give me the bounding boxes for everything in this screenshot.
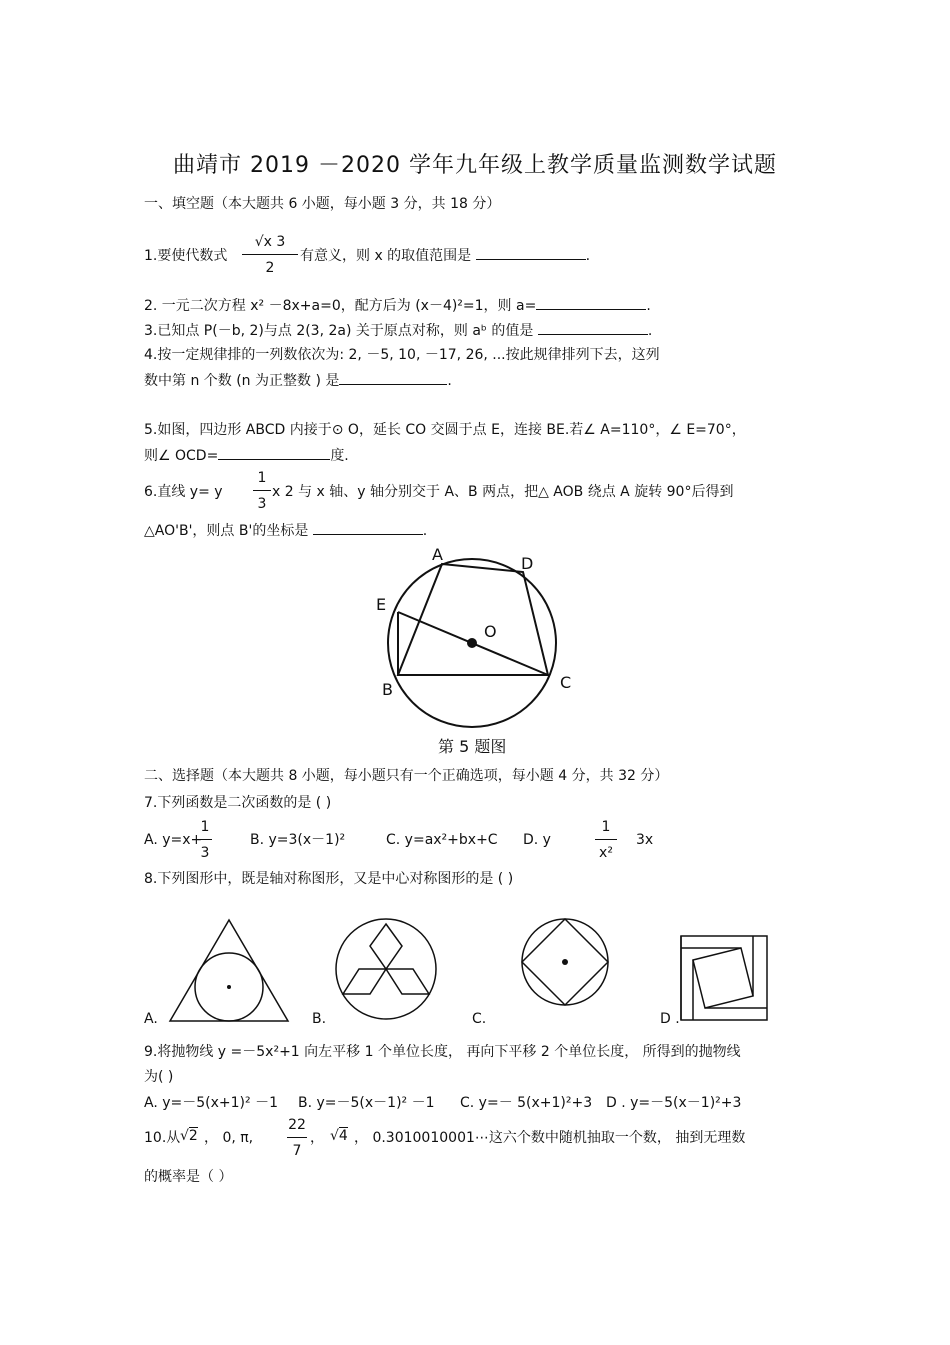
q2-answer-blank[interactable]: [536, 295, 646, 310]
q7-option-d[interactable]: D. y: [523, 832, 551, 848]
q3: 3.已知点 P(－b, 2)与点 2(3, 2a) 关于原点对称，则 aᵇ 的值是 .: [144, 320, 652, 340]
label-a: A: [432, 545, 443, 564]
q10-denominator: 7: [287, 1137, 307, 1160]
figure-5-caption: 第 5 题图: [438, 737, 507, 756]
q4-line2-text: 数中第 n 个数 (n 为正整数 ) 是: [144, 373, 340, 389]
q10-part-b: ， 0, π,: [204, 1130, 254, 1146]
quadrilateral-abcd: [398, 564, 548, 675]
q10-sqrt-4: √4: [330, 1128, 348, 1144]
q3-text: 3.已知点 P(－b, 2)与点 2(3, 2a) 关于原点对称，则 aᵇ 的值是: [144, 323, 534, 339]
q5-line2: [144, 445, 349, 465]
q4-answer-blank[interactable]: [339, 370, 447, 385]
q9-option-a[interactable]: A. y=－5(x+1)² －1: [144, 1095, 278, 1111]
q7-a-denominator: 3: [198, 839, 212, 862]
label-d: D: [521, 554, 534, 573]
center-dot: [562, 959, 568, 965]
q6-line2: △AO'B'，则点 B'的坐标是 .: [144, 520, 427, 540]
q9-option-b[interactable]: B. y=－5(x－1)² －1: [298, 1095, 435, 1111]
q8-option-d[interactable]: D .: [660, 1011, 680, 1027]
q7-option-a[interactable]: A. y=x+: [144, 832, 203, 848]
q8-figure-a: [168, 918, 290, 1026]
figure-5-diagram: [350, 540, 600, 740]
q6-denominator: 3: [253, 490, 271, 513]
triangle-shape: [170, 920, 288, 1021]
rhombus-right: [386, 969, 429, 994]
q2: 2. 一元二次方程 x² －8x+a=0，配方后为 (x－4)²=1，则 a= .: [144, 295, 651, 315]
q7-option-b[interactable]: B. y=3(x－1)²: [250, 832, 346, 848]
q6-fraction: [253, 469, 271, 513]
q1-tail-text: 有意义，则 x 的取值范围是: [300, 248, 472, 264]
q8-figure-c: [519, 916, 611, 1008]
center-point-o: [467, 638, 477, 648]
q10-part-d: ， 0.3010010001⋯这六个数中随机抽取一个数， 抽到无理数: [354, 1130, 746, 1146]
q8-figure-b: [333, 916, 439, 1022]
q1-answer-blank[interactable]: [476, 245, 586, 260]
q9-option-d[interactable]: D . y=－5(x－1)²+3: [606, 1095, 742, 1111]
q8-stem: 8.下列图形中，既是轴对称图形，又是中心对称图形的是 ( ): [144, 871, 514, 887]
q7-d-fraction: [595, 818, 617, 862]
q1-tail: 有意义，则 x 的取值范围是 .: [300, 245, 590, 265]
q6-stem: 6.直线 y= y: [144, 484, 223, 500]
q6-line2-text: △AO'B'，则点 B'的坐标是: [144, 523, 309, 539]
q8-option-c[interactable]: C.: [472, 1011, 487, 1027]
q1-numerator: √x 3: [254, 234, 286, 250]
q5-line2-b: 度.: [330, 448, 349, 464]
rhombus-top: [370, 924, 402, 969]
q10-stem: 10.从: [144, 1130, 181, 1146]
q9-line2: 为( ): [144, 1069, 174, 1085]
q7-stem: 7.下列函数是二次函数的是 ( ): [144, 795, 332, 811]
q4-line1: 4.按一定规律排的一列数依次为: 2, －5, 10, －17, 26, ...按此规律排列下去，这列: [144, 347, 660, 363]
q7-a-numerator: 1: [200, 819, 210, 835]
q7-d-denominator: x²: [595, 839, 617, 862]
label-c: C: [560, 673, 572, 692]
label-o: O: [484, 622, 497, 641]
q8-figure-d: [679, 934, 769, 1022]
q7-a-fraction: [198, 818, 212, 862]
q6-answer-blank[interactable]: [313, 520, 423, 535]
q1-fraction: [242, 233, 298, 277]
q7-d-tail: 3x: [636, 832, 654, 848]
inner-square: [693, 948, 753, 1008]
q8-option-b[interactable]: B.: [312, 1011, 327, 1027]
label-b: B: [382, 680, 393, 699]
q8-option-a[interactable]: A.: [144, 1011, 158, 1027]
section-2-heading: 二、选择题（本大题共 8 小题，每小题只有一个正确选项，每小题 4 分，共 32 分）: [144, 768, 669, 784]
q10-line2: 的概率是（ ）: [144, 1169, 233, 1185]
q4-line2: 数中第 n 个数 (n 为正整数 ) 是 .: [144, 370, 452, 390]
center-dot: [227, 985, 231, 989]
q6-tail: x 2 与 x 轴、y 轴分别交于 A、B 两点，把△ AOB 绕点 A 旋转 90°后得到: [272, 484, 734, 500]
q5-answer-blank[interactable]: [218, 445, 330, 460]
q10-fraction: [287, 1116, 307, 1160]
q9-line1: 9.将抛物线 y =－5x²+1 向左平移 1 个单位长度， 再向下平移 2 个单位长度， 所得到的抛物线: [144, 1044, 741, 1060]
q3-answer-blank[interactable]: [538, 320, 648, 335]
q7-option-c[interactable]: C. y=ax²+bx+C: [386, 832, 498, 848]
rhombus-left: [343, 969, 386, 994]
q6-numerator: 1: [257, 470, 267, 486]
q5-line2-a: 则∠ OCD=: [144, 448, 219, 464]
label-e: E: [376, 595, 387, 614]
q7-d-numerator: 1: [601, 819, 611, 835]
q5-line1: 5.如图，四边形 ABCD 内接于⊙ O，延长 CO 交圆于点 E，连接 BE.若∠ A=110°，∠ E=70°，: [144, 422, 746, 438]
q10-radicand-2: 2: [188, 1128, 198, 1144]
page-title: 曲靖市 2019 －2020 学年九年级上教学质量监测数学试题: [173, 153, 777, 178]
q10-radicand-4: 4: [338, 1128, 348, 1144]
q10-part-c: ，: [310, 1130, 324, 1146]
q9-option-c[interactable]: C. y=－ 5(x+1)²+3: [460, 1095, 593, 1111]
q10-numerator: 22: [288, 1117, 306, 1133]
q2-text: 2. 一元二次方程 x² －8x+a=0，配方后为 (x－4)²=1，则 a=: [144, 298, 537, 314]
q1-stem: 1.要使代数式: [144, 248, 228, 264]
q1-denominator: 2: [242, 254, 298, 277]
q10-sqrt-2: √2: [180, 1128, 198, 1144]
section-1-heading: 一、填空题（本大题共 6 小题，每小题 3 分，共 18 分）: [144, 196, 501, 212]
